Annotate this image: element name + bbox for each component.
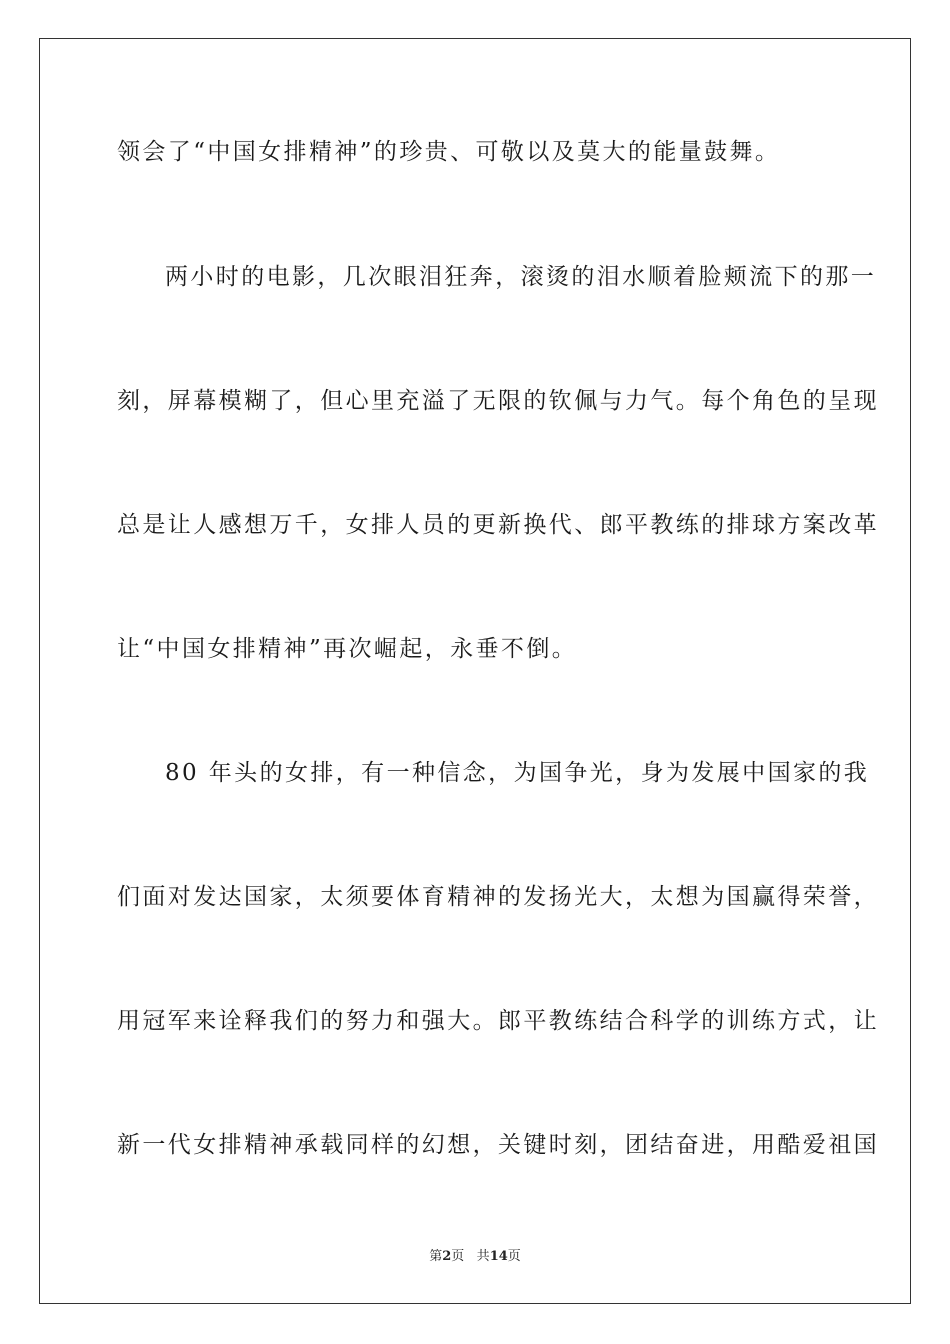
total-prefix: 共 <box>476 1249 490 1264</box>
page-suffix: 页 <box>451 1249 465 1264</box>
page-frame <box>39 38 911 1304</box>
text-line: 新一代女排精神承载同样的幻想，关键时刻，团结奋进，用酷爱祖国 <box>117 1132 879 1158</box>
text-line: 让“中国女排精神”再次崛起，永垂不倒。 <box>117 636 578 662</box>
total-pages: 14 <box>489 1249 508 1264</box>
page-footer <box>0 1248 950 1266</box>
text-line: 们面对发达国家，太须要体育精神的发扬光大，太想为国赢得荣誉， <box>117 884 879 910</box>
text-line: 刻，屏幕模糊了，但心里充溢了无限的钦佩与力气。每个角色的呈现 <box>117 388 879 414</box>
text-line: 领会了“中国女排精神”的珍贵、可敬以及莫大的能量鼓舞。 <box>117 139 781 165</box>
paragraph-first-line: 80 年头的女排，有一种信念，为国争光，身为发展中国家的我 <box>165 760 870 786</box>
text-line: 总是让人感想万千，女排人员的更新换代、郎平教练的排球方案改革 <box>117 512 879 538</box>
text-line: 用冠军来诠释我们的努力和强大。郎平教练结合科学的训练方式，让 <box>117 1008 879 1034</box>
total-suffix: 页 <box>507 1249 521 1264</box>
paragraph-first-line: 两小时的电影，几次眼泪狂奔，滚烫的泪水顺着脸颊流下的那一 <box>165 264 877 290</box>
page-number: 2 <box>442 1249 452 1264</box>
page-prefix: 第 <box>429 1249 443 1264</box>
